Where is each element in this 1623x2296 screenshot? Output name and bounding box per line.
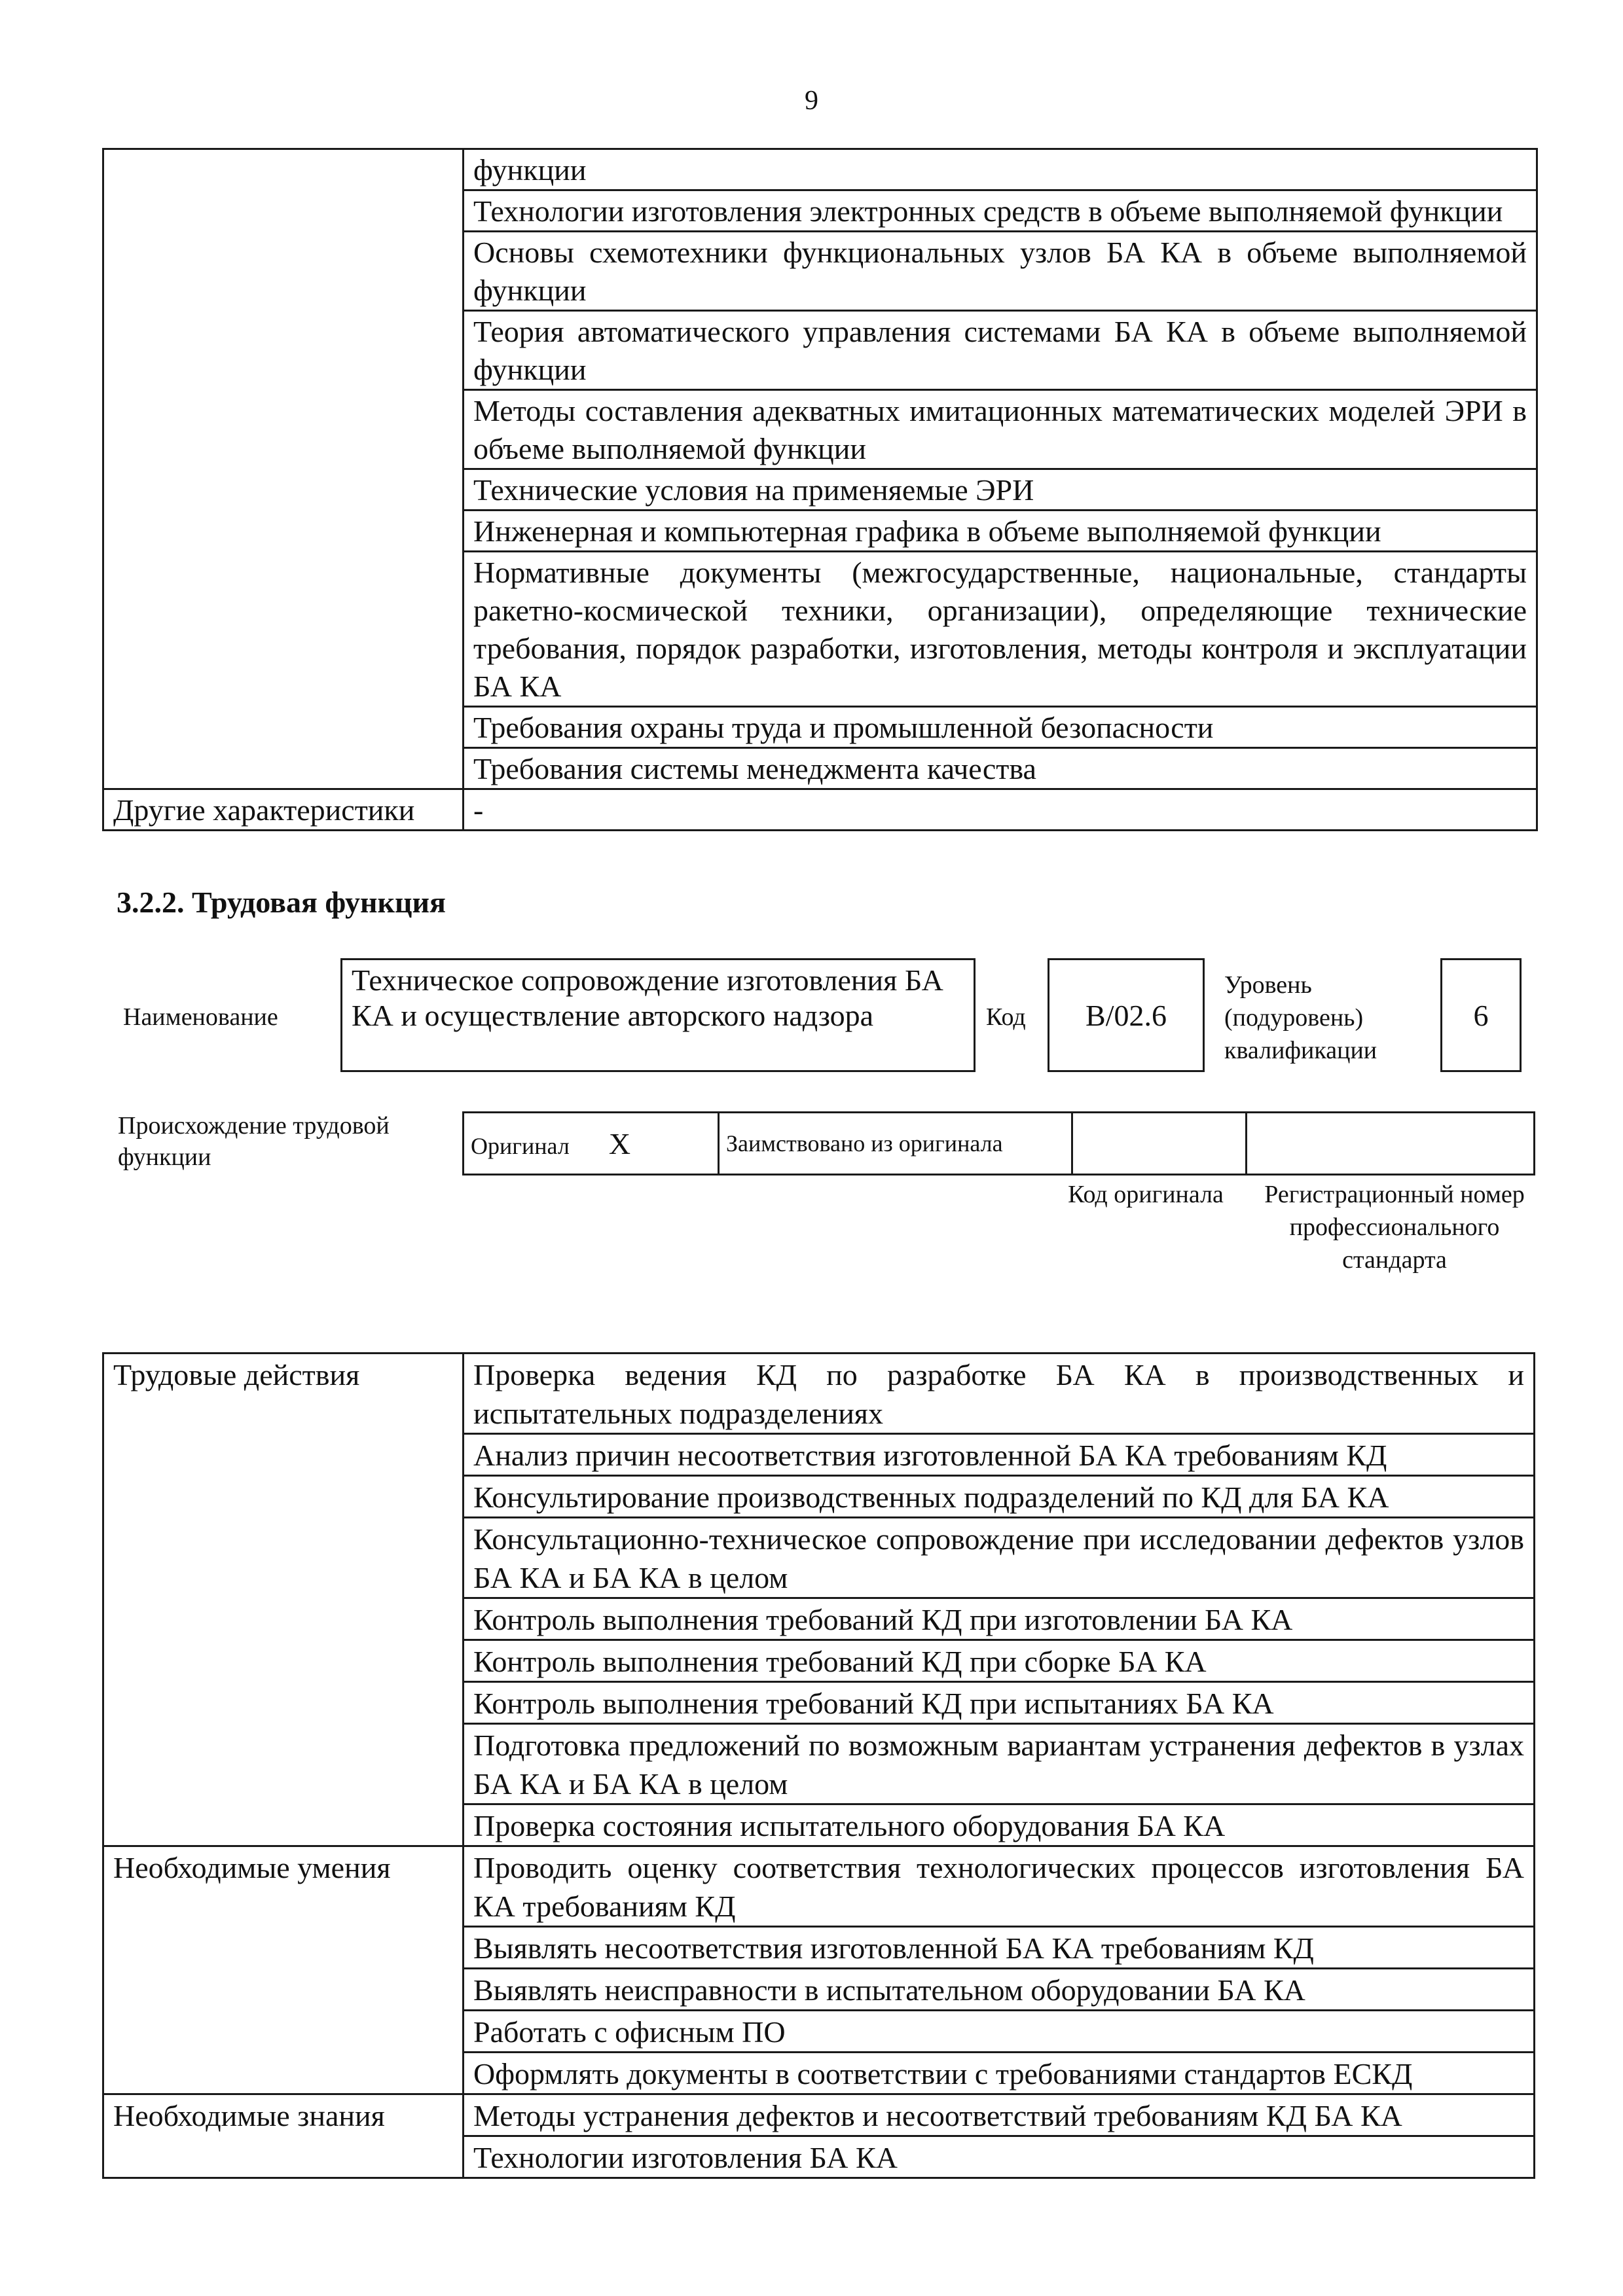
page-number: 9 (805, 86, 818, 116)
item-cell: Консультирование производственных подразделений по КД для БА КА (464, 1476, 1535, 1518)
table-row (103, 1846, 1535, 1927)
origin-original-cell (464, 1113, 719, 1175)
origin-code-cell (1072, 1113, 1247, 1175)
item-cell: Консультационно-техническое сопровождение при исследовании дефектов узлов БА КА и БА КА в целом (464, 1518, 1535, 1598)
item-cell: Требования системы менеджмента качества (464, 748, 1537, 789)
row-label-cell (103, 149, 464, 789)
item-cell: Методы устранения дефектов и несоответствий требованиям КД БА КА (464, 2094, 1535, 2136)
item-cell: Контроль выполнения требований КД при сборке БА КА (464, 1640, 1535, 1682)
section-heading: 3.2.2. Трудовая функция (117, 886, 446, 919)
knowledge-table-continued (102, 148, 1538, 831)
level-label: Уровень (подуровень) квалификации (1224, 971, 1377, 1064)
item-cell: Проверка ведения КД по разработке БА КА в производственных и испытательных подразделениях (464, 1354, 1535, 1434)
origin-mark: X (608, 1126, 631, 1160)
table-row (103, 149, 1537, 190)
origin-reg-caption: Регистрационный номер профессионального стандарта (1264, 1181, 1525, 1274)
item-cell: Выявлять неисправности в испытательном оборудовании БА КА (464, 1969, 1535, 2011)
item-cell: Проводить оценку соответствия технологических процессов изготовления БА КА требованиям КД (464, 1846, 1535, 1927)
item-cell: Основы схемотехники функциональных узлов БА КА в объеме выполняемой функции (464, 232, 1537, 311)
item-cell: Контроль выполнения требований КД при испытаниях БА КА (464, 1682, 1535, 1724)
row-label-cell: Необходимые знания (103, 2094, 464, 2178)
row-label-cell: Трудовые действия (103, 1354, 464, 1846)
item-cell: Технические условия на применяемые ЭРИ (464, 469, 1537, 511)
level-value-box: 6 (1440, 958, 1522, 1072)
item-cell: Работать с офисным ПО (464, 2011, 1535, 2053)
origin-borrowed-cell (719, 1113, 1072, 1175)
code-label: Код (986, 1003, 1026, 1031)
item-cell: - (464, 789, 1537, 831)
item-cell: Проверка состояния испытательного оборудования БА КА (464, 1804, 1535, 1846)
item-cell: Контроль выполнения требований КД при изготовлении БА КА (464, 1598, 1535, 1640)
item-cell: Нормативные документы (межгосударственные, национальные, стандарты ракетно-космической техники, организации), определяющие технические требования, порядок разработки, изготовления, методы контроля и эксплуатации БА КА (464, 552, 1537, 707)
item-cell: Подготовка предложений по возможным вариантам устранения дефектов в узлах БА КА и БА КА в целом (464, 1724, 1535, 1804)
item-cell: Методы составления адекватных имитационных математических моделей ЭРИ в объеме выполняемой функции (464, 390, 1537, 469)
item-cell: Теория автоматического управления системами БА КА в объеме выполняемой функции (464, 311, 1537, 390)
name-label: Наименование (123, 1003, 278, 1031)
item-cell: Технологии изготовления БА КА (464, 2136, 1535, 2178)
origin-reg-cell (1247, 1113, 1535, 1175)
item-cell: Выявлять несоответствия изготовленной БА КА требованиям КД (464, 1927, 1535, 1969)
origin-label: Происхождение трудовой функции (118, 1112, 390, 1171)
table-row (103, 1354, 1535, 1434)
function-name-box: Техническое сопровождение изготовления БА КА и осуществление авторского надзора (340, 958, 976, 1072)
row-label-cell: Другие характеристики (103, 789, 464, 831)
code-value-box: B/02.6 (1048, 958, 1205, 1072)
item-cell: Анализ причин несоответствия изготовленной БА КА требованиям КД (464, 1434, 1535, 1476)
item-cell: Инженерная и компьютерная графика в объеме выполняемой функции (464, 511, 1537, 552)
origin-code-caption: Код оригинала (1068, 1181, 1224, 1208)
function-table (102, 1352, 1535, 2179)
origin-table (462, 1111, 1535, 1175)
origin-borrowed-label: Заимствовано из оригинала (726, 1130, 1003, 1157)
item-cell: Технологии изготовления электронных средств в объеме выполняемой функции (464, 190, 1537, 232)
row-label-cell: Необходимые умения (103, 1846, 464, 2094)
table-row (103, 2094, 1535, 2136)
origin-original-label: Оригинал (471, 1132, 570, 1159)
table-row (103, 789, 1537, 831)
item-cell: Оформлять документы в соответствии с требованиями стандартов ЕСКД (464, 2053, 1535, 2094)
item-cell: Требования охраны труда и промышленной безопасности (464, 707, 1537, 748)
item-cell: функции (464, 149, 1537, 190)
